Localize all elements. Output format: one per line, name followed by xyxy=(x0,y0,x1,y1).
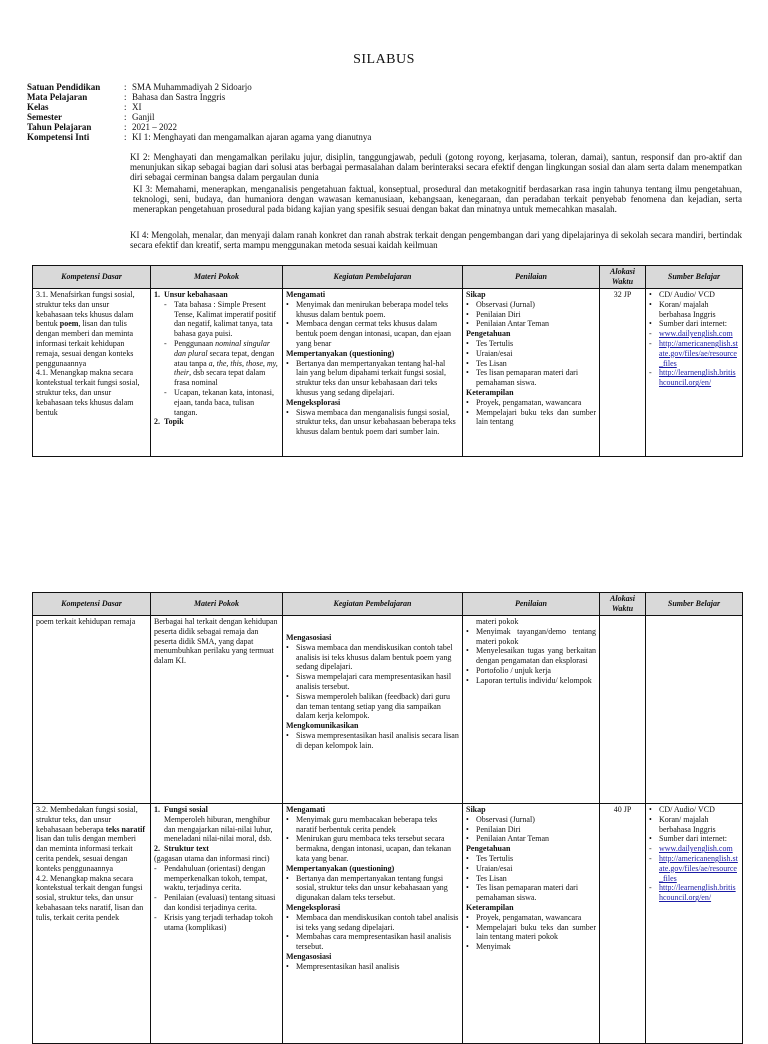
penilaian-item: Penilaian Antar Teman xyxy=(476,834,550,844)
kd-3-2: 3.2. Membedakan fungsi sosial, struktur teks, dan unsur kebahasaan beberapa teks naratif lisan dan tulis dengan memberi dan meminta informasi terkait cerita pendek, sesuai dengan konteks penggunaannya xyxy=(36,805,146,873)
header-materi-pokok: Materi Pokok xyxy=(151,593,283,616)
penilaian-heading: Sikap xyxy=(466,290,486,299)
cell-kompetensi-dasar: poem terkait kehidupan remaja xyxy=(33,616,151,804)
table-row xyxy=(33,616,743,804)
info-label: Kelas xyxy=(27,102,49,112)
kegiatan-item: Siswa membaca dan mendiskusikan contoh tabel analisis isi teks khusus dalam bentuk poem yang sedang dipelajari. xyxy=(296,642,453,672)
penilaian-item: Tes Lisan xyxy=(476,873,507,883)
penilaian-heading: Keterampilan xyxy=(466,902,514,912)
penilaian-item: Proyek, pengamatan, wawancara xyxy=(476,912,582,922)
kegiatan-item: Menyimak guru membacakan beberapa teks naratif berbentuk cerita pendek xyxy=(296,814,438,834)
sumber-item: CD/ Audio/ VCD xyxy=(659,290,715,299)
kd-4-2: 4.2. Menangkap makna secara kontekstual terkait dengan fungsi sosial, struktur teks, dan unsur kebahasaan teks naratif, lisan dan tulis, terkait cerita pendek xyxy=(36,873,144,922)
materi-item: Tata bahasa : Simple Present Tense, Kalimat imperatif positif dan negatif, kalimat tanya, tata bahasa gaya puisi. xyxy=(174,299,277,339)
kegiatan-heading: Mempertanyakan (questioning) xyxy=(286,863,395,873)
info-row-tahun: Tahun Pelajaran : 2021 – 2022 xyxy=(27,122,177,132)
header-alokasi-waktu: Alokasi Waktu xyxy=(600,593,646,616)
penilaian-item: Penilaian Diri xyxy=(476,309,521,319)
cell-materi-pokok: Berbagai hal terkait dengan kehidupan peserta didik sebagai remaja dan peserta didik SMA, yang dapat menumbuhkan perilaku yang termuat dalam KI. xyxy=(151,616,283,804)
syllabus-table-1 xyxy=(32,265,743,457)
sumber-item: Koran/ majalah berbahasa Inggris xyxy=(659,814,716,834)
penilaian-heading: Pengetahuan xyxy=(466,329,511,339)
penilaian-item: Observasi (Jurnal) xyxy=(476,299,535,309)
syllabus-table-2 xyxy=(32,592,743,1044)
header-sumber-belajar: Sumber Belajar xyxy=(646,593,743,616)
kegiatan-item: Menirukan guru membaca teks tersebut secara bermakna, dengan intonasi, ucapan, dan tekanan kata yang benar. xyxy=(296,834,452,863)
header-kompetensi-dasar: Kompetensi Dasar xyxy=(33,593,151,616)
materi-heading: Fungsi sosial xyxy=(164,805,208,814)
info-label: Semester xyxy=(27,112,62,122)
sumber-link[interactable]: http://learnenglish.britishcouncil.org/en/ xyxy=(659,368,736,388)
ki-4-text: KI 4: Mengolah, menalar, dan menyaji dalam ranah konkret dan ranah abstrak terkait dengan pengembangan dari yang dipelajarinya di sekolah secara mandiri, bertindak secara efektif dan kreatif, serta mampu menggunakan metoda sesuai kaidah keilmuan xyxy=(130,230,742,250)
kegiatan-heading: Mengamati xyxy=(286,290,326,299)
sumber-item: Koran/ majalah berbahasa Inggris xyxy=(659,299,716,319)
header-penilaian: Penilaian xyxy=(463,593,600,616)
sumber-item: CD/ Audio/ VCD xyxy=(659,805,715,814)
penilaian-item: Tes Lisan xyxy=(476,358,507,368)
penilaian-item: Tes lisan pemaparan materi dari pemahaman siswa. xyxy=(476,368,579,388)
kegiatan-item: Bertanya dan mempertanyakan tentang hal-hal lain yang belum dipahami terkait fungsi sosial, struktur teks dan unsur kebahasaan dari teks khusus yang sedang dipelajari. xyxy=(296,358,446,397)
info-value: Bahasa dan Sastra Inggris xyxy=(132,92,226,102)
materi-text: (gagasan utama dan informasi rinci) xyxy=(154,853,270,863)
cell-penilaian: Sikap • Observasi (Jurnal) • Penilaian Diri • Penilaian Antar Teman Pengetahuan • Tes Tertulis • Uraian/esai • Tes Lisan • Tes lisan pemaparan materi dari pemahaman siswa. Keterampilan • Proyek, pengamatan, wawancara • Mempelajari buku teks dan sumber lain tentang xyxy=(463,289,600,457)
info-label: Kompetensi Inti xyxy=(27,132,90,142)
header-materi-pokok: Materi Pokok xyxy=(151,266,283,289)
cell-kompetensi-dasar xyxy=(33,289,151,457)
kegiatan-item: Membaca dengan cermat teks khusus dalam bentuk poem dengan intonasi, ucapan, dan ejaan yang benar xyxy=(296,319,452,348)
kd-3-1: 3.1. Menafsirkan fungsi sosial, struktur teks dan unsur kebahasaan teks khusus dalam bentuk poem, lisan dan tulis dengan memberi dan meminta informasi terkait kehidupan remaja, sesuai dengan konteks penggunaannya xyxy=(36,290,135,368)
penilaian-heading: Pengetahuan xyxy=(466,844,511,854)
cell-alokasi-waktu: 32 JP xyxy=(600,289,646,457)
info-row-kelas: Kelas : XI xyxy=(27,102,142,112)
header-kompetensi-dasar: Kompetensi Dasar xyxy=(33,266,151,289)
kegiatan-item: Membahas cara mempresentasikan hasil analisis tersebut. xyxy=(296,932,452,952)
kegiatan-heading: Mengeksplorasi xyxy=(286,902,341,912)
sumber-link[interactable]: http://americanenglish.state.gov/files/ae/resource_files xyxy=(659,338,738,368)
penilaian-item: Menyelesaikan tugas yang berkaitan dengan pengamatan dan eksplorasi xyxy=(476,646,596,666)
syllabus-info xyxy=(27,82,371,142)
info-row-mapel: Mata Pelajaran : Bahasa dan Sastra Inggris xyxy=(27,92,226,102)
kegiatan-heading: Mengasosiasi xyxy=(286,951,332,961)
cell-alokasi-waktu: 40 JP xyxy=(600,804,646,1044)
penilaian-item: Portofolio / unjuk kerja xyxy=(476,665,551,675)
materi-item: Krisis yang terjadi terhadap tokoh utama (komplikasi) xyxy=(164,912,273,932)
cell-penilaian: materi pokok • Menyimak tayangan/demo tentang materi pokok • Menyelesaikan tugas yang berkaitan dengan pengamatan dan eksplorasi • Portofolio / unjuk kerja • Laporan tertulis individu/ kelompok xyxy=(463,616,600,804)
sumber-link[interactable]: http://learnenglish.britishcouncil.org/en/ xyxy=(659,883,736,903)
penilaian-item: Menyimak tayangan/demo tentang materi pokok xyxy=(476,626,596,646)
cell-kegiatan: Mengamati • Menyimak dan menirukan beberapa model teks khusus dalam bentuk poem. • Membaca dengan cermat teks khusus dalam bentuk poem dengan intonasi, ucapan, dan ejaan yang benar Mempertanyakan (questioning) • Bertanya dan mempertanyakan tentang hal-hal lain yang belum dipahami terkait fungsi sosial, struktur teks dan unsur kebahasaan dari teks khusus yang sedang dipelajari. Mengeksplorasi • Siswa membaca dan menganalisis fungsi sosial, struktur teks, dan unsur kebahasaan beberapa teks khusus dalam bentuk poem dari sumber lain. xyxy=(283,289,463,457)
info-label: Mata Pelajaran xyxy=(27,92,88,102)
penilaian-item: Mempelajari buku teks dan sumber lain tentang xyxy=(476,407,596,427)
materi-item: Penilaian (evaluasi) tentang situasi dan kondisi terjadinya cerita. xyxy=(164,893,276,912)
penilaian-item: Tes lisan pemaparan materi dari pemahaman siswa. xyxy=(476,883,579,903)
sumber-link[interactable]: http://americanenglish.state.gov/files/ae/resource_files xyxy=(659,853,738,883)
penilaian-item: Uraian/esai xyxy=(476,863,513,873)
sumber-item: Sumber dari internet: xyxy=(659,319,727,329)
penilaian-item: Laporan tertulis individu/ kelompok xyxy=(476,675,592,685)
header-alokasi-waktu: Alokasi Waktu xyxy=(600,266,646,289)
kegiatan-item: Siswa mempresentasikan hasil analisis secara lisan di depan kelompok lain. xyxy=(296,730,459,750)
info-value: SMA Muhammadiyah 2 Sidoarjo xyxy=(132,82,252,92)
info-label: Satuan Pendidikan xyxy=(27,82,101,92)
materi-item: Ucapan, tekanan kata, intonasi, ejaan, tanda baca, tulisan tangan. xyxy=(174,387,274,417)
kegiatan-heading: Mengamati xyxy=(286,805,326,814)
info-value: KI 1: Menghayati dan mengamalkan ajaran agama yang dianutnya xyxy=(132,132,372,142)
kegiatan-item: Bertanya dan mempertanyakan tentang fungsi sosial, struktur teks dan unsur kebahasaan yang digunakan dalam teks tersebut. xyxy=(296,873,448,903)
kegiatan-heading: Mengeksplorasi xyxy=(286,397,341,407)
cell-penilaian: Sikap • Observasi (Jurnal) • Penilaian Diri • Penilaian Antar Teman Pengetahuan • Tes Tertulis • Uraian/esai • Tes Lisan • Tes lisan pemaparan materi dari pemahaman siswa. Keterampilan • Proyek, pengamatan, wawancara • Mempelajari buku teks dan sumber lain tentang materi pokok • Menyimak xyxy=(463,804,600,1044)
kegiatan-item: Siswa memperoleh balikan (feedback) dari guru dan teman tentang setiap yang dia sampaikan dalam kerja kelompok. xyxy=(296,691,450,721)
header-kegiatan: Kegiatan Pembelajaran xyxy=(283,266,463,289)
kegiatan-item: Siswa mempelajari cara mempresentasikan hasil analisis tersebut. xyxy=(296,672,452,691)
penilaian-item: Penilaian Diri xyxy=(476,824,521,834)
materi-item: Pendahuluan (orientasi) dengan memperkenalkan tokoh, tempat, waktu, terjadinya cerita. xyxy=(164,863,268,893)
sumber-link[interactable]: www.dailyenglish.com xyxy=(659,844,733,854)
penilaian-item: Observasi (Jurnal) xyxy=(476,814,535,824)
cell-kegiatan: Mengamati • Menyimak guru membacakan beberapa teks naratif berbentuk cerita pendek • Menirukan guru membaca teks tersebut secara bermakna, dengan intonasi, ucapan, dan tekanan kata yang benar. Mempertanyakan (questioning) • Bertanya dan mempertanyakan tentang fungsi sosial, struktur teks dan unsur kebahasaan yang digunakan dalam teks tersebut. Mengeksplorasi • Membaca dan mendiskusikan contoh tabel analisis isi teks yang sedang dipelajari. • Membahas cara mempresentasikan hasil analisis tersebut. Mengasosiasi • Mempresentasikan hasil analisis xyxy=(283,804,463,1044)
penilaian-item: Menyimak xyxy=(476,942,511,952)
table-row xyxy=(33,804,743,1044)
cell-kompetensi-dasar xyxy=(33,804,151,1044)
materi-item: Penggunaan nominal singular dan plural secara tepat, dengan atau tanpa a, the, this, those, my, their, dsb secara tepat dalam frasa nominal xyxy=(174,338,278,388)
info-row-ki: Kompetensi Inti : KI 1: Menghayati dan mengamalkan ajaran agama yang dianutnya xyxy=(27,132,372,142)
penilaian-item: Uraian/esai xyxy=(476,348,513,358)
kegiatan-item: Siswa membaca dan menganalisis fungsi sosial, struktur teks, dan unsur kebahasaan beberapa teks khusus dalam bentuk poem dari sumber lain. xyxy=(296,407,456,437)
kd-4-1: 4.1. Menangkap makna secara kontekstual terkait fungsi sosial, struktur teks, dan unsur kebahasaan teks khusus dalam bentuk xyxy=(36,368,140,417)
table-row xyxy=(33,289,743,457)
header-sumber-belajar: Sumber Belajar xyxy=(646,266,743,289)
info-row-semester: Semester : Ganjil xyxy=(27,112,155,122)
penilaian-heading: Keterampilan xyxy=(466,387,514,397)
cell-sumber-belajar xyxy=(646,616,743,804)
sumber-item: Sumber dari internet: xyxy=(659,834,727,844)
cell-kegiatan: Mengasosiasi • Siswa membaca dan mendiskusikan contoh tabel analisis isi teks khusus dalam bentuk poem yang sedang dipelajari. • Siswa mempelajari cara mempresentasikan hasil analisis tersebut. • Siswa memperoleh balikan (feedback) dari guru dan teman tentang setiap yang dia sampaikan dalam kerja kelompok. Mengkomunikasikan • Siswa mempresentasikan hasil analisis secara lisan di depan kelompok lain. xyxy=(283,616,463,804)
cell-sumber-belajar: • CD/ Audio/ VCD • Koran/ majalah berbahasa Inggris • Sumber dari internet: - www.dailyenglish.com - http://americanenglish.state.gov/files/ae/resource_files - http://learnenglish.britishcouncil.org/en/ xyxy=(646,804,743,1044)
info-value: 2021 – 2022 xyxy=(132,122,177,132)
penilaian-item: Proyek, pengamatan, wawancara xyxy=(476,397,582,407)
cell-alokasi-waktu xyxy=(600,616,646,804)
materi-text: Memperoleh hiburan, menghibur dan mengajarkan nilai-nilai luhur, meneladani nilai-nilai moral, dsb. xyxy=(164,814,273,844)
header-penilaian: Penilaian xyxy=(463,266,600,289)
materi-heading: Struktur text xyxy=(164,844,209,854)
ki-2-text: KI 2: Menghayati dan mengamalkan perilaku jujur, disiplin, tanggungjawab, peduli (gotong royong, kerjasama, toleran, damai), santun, responsif dan pro-aktif dan menunjukan sikap sebagai bagian dari solusi atas berbagai permasalahan dalam berinteraksi secara efektif dengan lingkungan sosial dan alam serta dalam menempatkan diri sebagai cerminan bangsa dalam pergaulan dunia xyxy=(130,152,742,182)
materi-heading: Unsur kebahasaan xyxy=(164,290,228,299)
info-value: Ganjil xyxy=(132,112,155,122)
penilaian-item: materi pokok xyxy=(476,617,519,626)
penilaian-heading: Sikap xyxy=(466,805,486,814)
info-row-satuan: Satuan Pendidikan : SMA Muhammadiyah 2 Sidoarjo xyxy=(27,82,252,92)
info-value: XI xyxy=(132,102,142,112)
penilaian-item: Penilaian Antar Teman xyxy=(476,319,550,329)
kegiatan-item: Mempresentasikan hasil analisis xyxy=(296,961,400,971)
penilaian-item: Tes Tertulis xyxy=(476,338,514,348)
table-header-row xyxy=(33,593,743,616)
cell-sumber-belajar: • CD/ Audio/ VCD • Koran/ majalah berbahasa Inggris • Sumber dari internet: - www.dailyenglish.com - http://americanenglish.state.gov/files/ae/resource_files - http://learnenglish.britishcouncil.org/en/ xyxy=(646,289,743,457)
info-label: Tahun Pelajaran xyxy=(27,122,92,132)
cell-materi-pokok: 1. Unsur kebahasaan - Tata bahasa : Simple Present Tense, Kalimat imperatif positif dan negatif, kalimat tanya, tata bahasa gaya puisi. - Penggunaan nominal singular dan plural secara tepat, dengan atau tanpa a, the, this, those, my, their, dsb secara tepat dalam frasa nominal - Ucapan, tekanan kata, intonasi, ejaan, tanda baca, tulisan tangan. 2. Topik xyxy=(151,289,283,457)
ki-3-text: KI 3: Memahami, menerapkan, menganalisis pengetahuan faktual, konseptual, prosedural dan metakognitif berdasarkan rasa ingin tahunya tentang ilmu pengetahuan, teknologi, seni, budaya, dan humaniora dengan wawasan kemanusiaan, kebangsaan, kenegaraan, dan peradaban terkait penyebab fenomena dan kejadian, serta menerapkan pengetahuan prosedural pada bidang kajian yang spesifik sesuai dengan bakat dan minatnya untuk memecahkan masalah. xyxy=(133,184,742,214)
penilaian-item: Tes Tertulis xyxy=(476,853,514,863)
table-header-row xyxy=(33,266,743,289)
kegiatan-item: Membaca dan mendiskusikan contoh tabel analisis isi teks yang sedang dipelajari. xyxy=(296,912,459,932)
header-kegiatan: Kegiatan Pembelajaran xyxy=(283,593,463,616)
kegiatan-heading: Mempertanyakan (questioning) xyxy=(286,348,395,358)
penilaian-item: Mempelajari buku teks dan sumber lain tentang materi pokok xyxy=(476,922,596,942)
sumber-link[interactable]: www.dailyenglish.com xyxy=(659,329,733,339)
kegiatan-heading: Mengkomunikasikan xyxy=(286,721,359,731)
materi-heading: Topik xyxy=(164,417,184,427)
kegiatan-heading: Mengasosiasi xyxy=(286,633,332,642)
cell-materi-pokok: 1. Fungsi sosial Memperoleh hiburan, menghibur dan mengajarkan nilai-nilai luhur, meneladani nilai-nilai moral, dsb. 2. Struktur text (gagasan utama dan informasi rinci) - Pendahuluan (orientasi) dengan memperkenalkan tokoh, tempat, waktu, terjadinya cerita. - Penilaian (evaluasi) tentang situasi dan kondisi terjadinya cerita. - Krisis yang terjadi terhadap tokoh utama (komplikasi) xyxy=(151,804,283,1044)
kegiatan-item: Menyimak dan menirukan beberapa model teks khusus dalam bentuk poem. xyxy=(296,299,449,319)
page-title: SILABUS xyxy=(353,52,415,67)
